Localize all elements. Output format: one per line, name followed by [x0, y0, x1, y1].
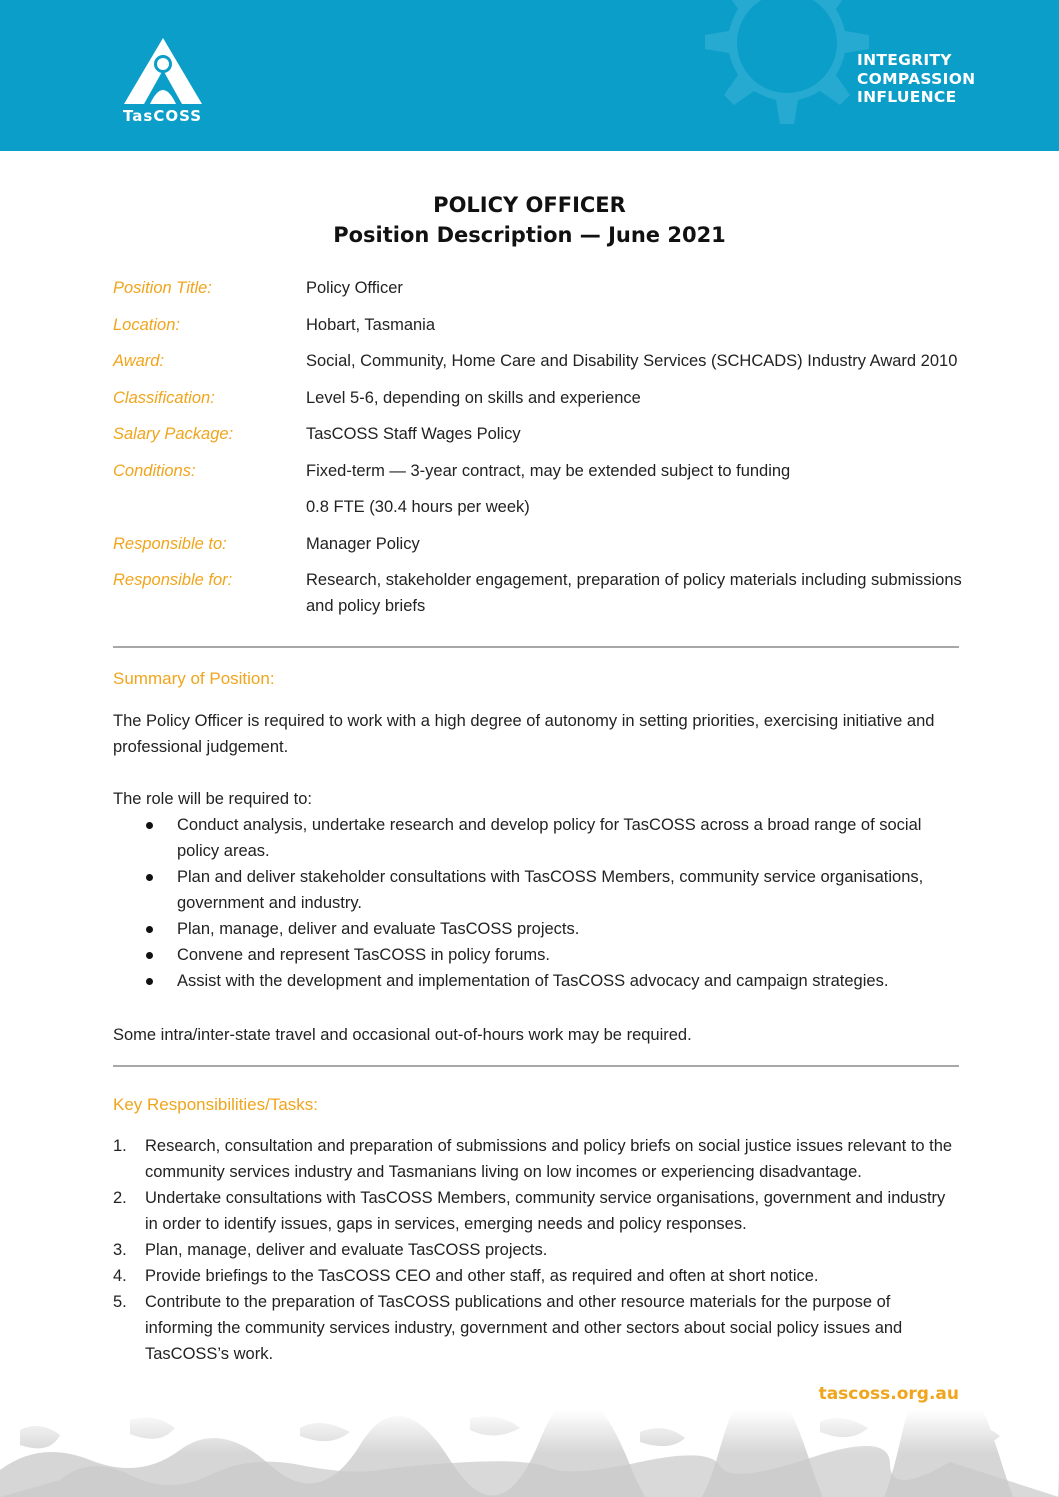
- logo-wordmark: TasCOSS: [123, 107, 203, 125]
- detail-value: TasCOSS Staff Wages Policy: [306, 425, 521, 443]
- summary-intro: The Policy Officer is required to work with a high degree of autonomy in setting priorities, exercising initiative and professional judgement.: [113, 712, 935, 756]
- bullet-icon: [146, 822, 153, 829]
- detail-value: Research, stakeholder engagement, preparation of policy materials including submissions and policy briefs: [306, 571, 962, 615]
- header-band: [0, 0, 1059, 151]
- detail-label: Location:: [113, 315, 180, 334]
- list-item: Convene and represent TasCOSS in policy forums.: [113, 942, 959, 968]
- list-item: 3. Plan, manage, deliver and evaluate TasCOSS projects.: [113, 1241, 548, 1259]
- detail-value: Level 5-6, depending on skills and experience: [306, 388, 641, 407]
- value-influence: INFLUENCE: [857, 88, 957, 106]
- value-compassion: COMPASSION: [857, 69, 976, 88]
- section-divider: [113, 1065, 959, 1067]
- detail-row: [113, 275, 963, 301]
- detail-value: Policy Officer: [306, 279, 403, 297]
- document-title: [0, 190, 1059, 250]
- detail-row: [113, 348, 963, 374]
- list-item: 5. Contribute to the preparation of TasCOSS publications and other resource materials for the purpose of informing the community services industry, government and other sectors about social policy issues and TasCOSS’s work.: [113, 1293, 903, 1363]
- list-item: Plan and deliver stakeholder consultations with TasCOSS Members, community service organisations, government and industry.: [113, 864, 959, 916]
- detail-label: Salary Package:: [113, 425, 234, 443]
- footer-texture-decoration: [0, 1410, 1059, 1497]
- detail-label: Conditions:: [113, 461, 196, 480]
- detail-row: [113, 385, 963, 411]
- list-item: 1. Research, consultation and preparation of submissions and policy briefs on social justice issues relevant to the community services industry and Tasmanians living on low incomes or experiencing disadvantage.: [113, 1137, 953, 1181]
- detail-label: Position Title:: [113, 279, 212, 297]
- detail-value: Fixed-term — 3-year contract, may be extended subject to funding: [306, 461, 791, 480]
- detail-label: Classification:: [113, 388, 215, 407]
- detail-label: Award:: [113, 352, 165, 370]
- detail-value: 0.8 FTE (30.4 hours per week): [306, 498, 530, 516]
- bullet-icon: [146, 926, 153, 933]
- detail-row: [113, 458, 963, 484]
- detail-row: [113, 567, 963, 619]
- detail-row: [113, 494, 963, 520]
- list-item: Assist with the development and implementation of TasCOSS advocacy and campaign strategies.: [113, 968, 959, 994]
- detail-value: Manager Policy: [306, 534, 420, 553]
- responsibilities-heading: Key Responsibilities/Tasks:: [113, 1095, 319, 1114]
- responsibilities-list: [113, 1133, 959, 1367]
- summary-bullet-list: [113, 812, 959, 994]
- summary-lead: The role will be required to:: [113, 790, 313, 808]
- title-line-2: Position Description — June 2021: [333, 223, 726, 247]
- bullet-icon: [146, 952, 153, 959]
- bullet-icon: [146, 978, 153, 985]
- value-integrity: INTEGRITY: [857, 51, 952, 69]
- website-link[interactable]: tascoss.org.au: [818, 1384, 959, 1404]
- title-line-1: POLICY OFFICER: [433, 193, 626, 217]
- section-divider: [113, 646, 959, 648]
- detail-value: Social, Community, Home Care and Disability Services (SCHCADS) Industry Award 2010: [306, 352, 958, 370]
- list-item: Conduct analysis, undertake research and develop policy for TasCOSS across a broad range of social policy areas.: [113, 812, 959, 864]
- list-item: Plan, manage, deliver and evaluate TasCOSS projects.: [113, 916, 959, 942]
- detail-row: [113, 531, 963, 557]
- detail-label: Responsible for:: [113, 571, 233, 589]
- position-details: [113, 275, 963, 630]
- list-item: 4. Provide briefings to the TasCOSS CEO and other staff, as required and often at short notice.: [113, 1267, 819, 1285]
- detail-row: [113, 312, 963, 338]
- bullet-icon: [146, 874, 153, 881]
- values-tagline: [857, 51, 975, 107]
- summary-heading: Summary of Position:: [113, 669, 275, 688]
- detail-row: [113, 421, 963, 447]
- summary-closing: Some intra/inter-state travel and occasional out-of-hours work may be required.: [113, 1026, 692, 1044]
- list-item: 2. Undertake consultations with TasCOSS Members, community service organisations, government and industry in order to identify issues, gaps in services, emerging needs and policy responses.: [113, 1189, 946, 1233]
- detail-label: Responsible to:: [113, 534, 227, 553]
- detail-value: Hobart, Tasmania: [306, 315, 436, 334]
